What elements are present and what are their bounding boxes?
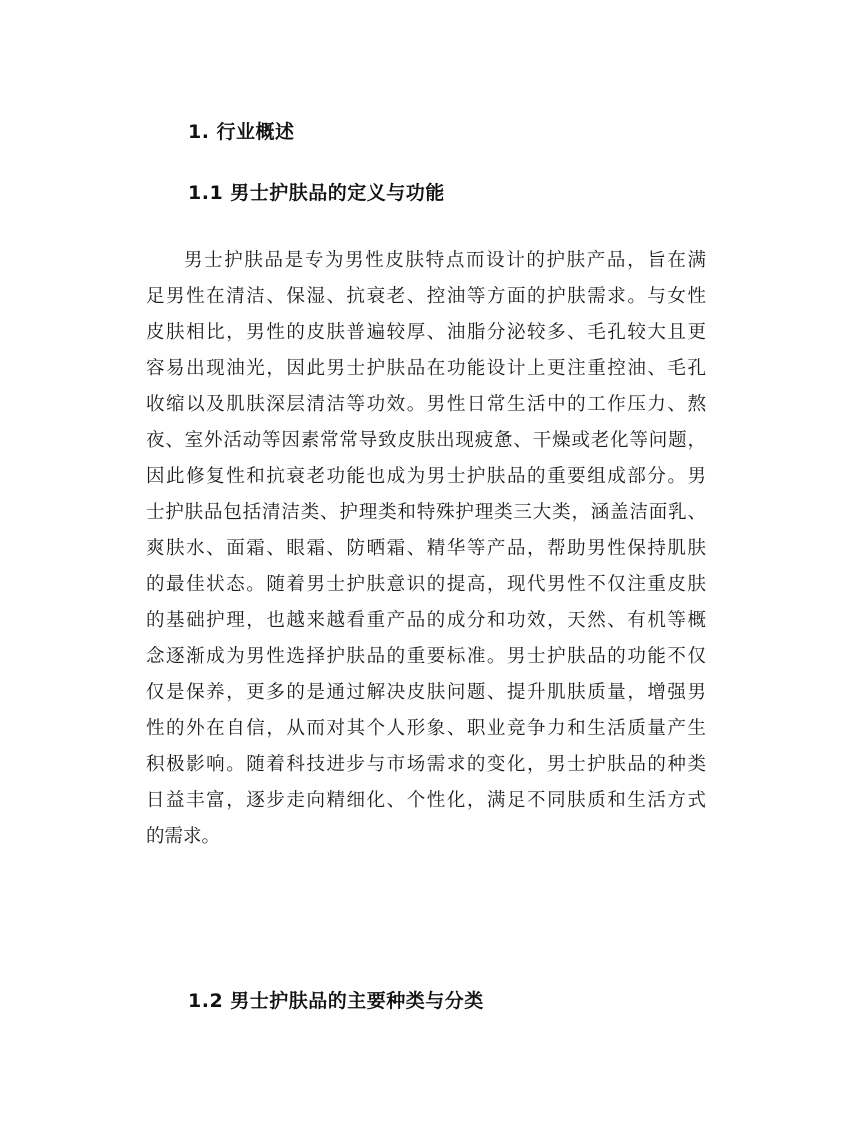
paragraph-line: 皮肤相比，男性的皮肤普遍较厚、油脂分泌较多、毛孔较大且更 xyxy=(146,322,706,343)
section-heading-1: 1. 行业概述 xyxy=(188,121,295,143)
paragraph-line: 积极影响。随着科技进步与市场需求的变化，男士护肤品的种类 xyxy=(146,754,706,775)
paragraph-line: 容易出现油光，因此男士护肤品在功能设计上更注重控油、毛孔 xyxy=(146,358,706,379)
paragraph-line: 男士护肤品是专为男性皮肤特点而设计的护肤产品，旨在满 xyxy=(184,250,706,271)
paragraph-line: 因此修复性和抗衰老功能也成为男士护肤品的重要组成部分。男 xyxy=(146,466,706,487)
subsection-heading-1-1: 1.1 男士护肤品的定义与功能 xyxy=(188,182,445,204)
paragraph-line: 日益丰富，逐步走向精细化、个性化，满足不同肤质和生活方式 xyxy=(146,790,706,811)
paragraph-line: 足男性在清洁、保湿、抗衰老、控油等方面的护肤需求。与女性 xyxy=(146,286,706,307)
paragraph-line: 士护肤品包括清洁类、护理类和特殊护理类三大类，涵盖洁面乳、 xyxy=(146,502,706,523)
paragraph-line: 的基础护理，也越来越看重产品的成分和功效，天然、有机等概 xyxy=(146,610,706,631)
paragraph-line: 的需求。 xyxy=(146,826,221,847)
paragraph-line: 爽肤水、面霜、眼霜、防晒霜、精华等产品，帮助男性保持肌肤 xyxy=(146,538,706,559)
paragraph-line: 收缩以及肌肤深层清洁等功效。男性日常生活中的工作压力、熬 xyxy=(146,394,706,415)
paragraph-line: 的最佳状态。随着男士护肤意识的提高，现代男性不仅注重皮肤 xyxy=(146,574,706,595)
paragraph-line: 念逐渐成为男性选择护肤品的重要标准。男士护肤品的功能不仅 xyxy=(146,646,706,667)
subsection-heading-1-2: 1.2 男士护肤品的主要种类与分类 xyxy=(188,990,484,1012)
paragraph-line: 夜、室外活动等因素常常导致皮肤出现疲惫、干燥或老化等问题， xyxy=(146,430,706,451)
paragraph-line: 仅是保养，更多的是通过解决皮肤问题、提升肌肤质量，增强男 xyxy=(146,682,706,703)
body-paragraph xyxy=(146,243,706,855)
paragraph-line: 性的外在自信，从而对其个人形象、职业竞争力和生活质量产生 xyxy=(146,718,706,739)
